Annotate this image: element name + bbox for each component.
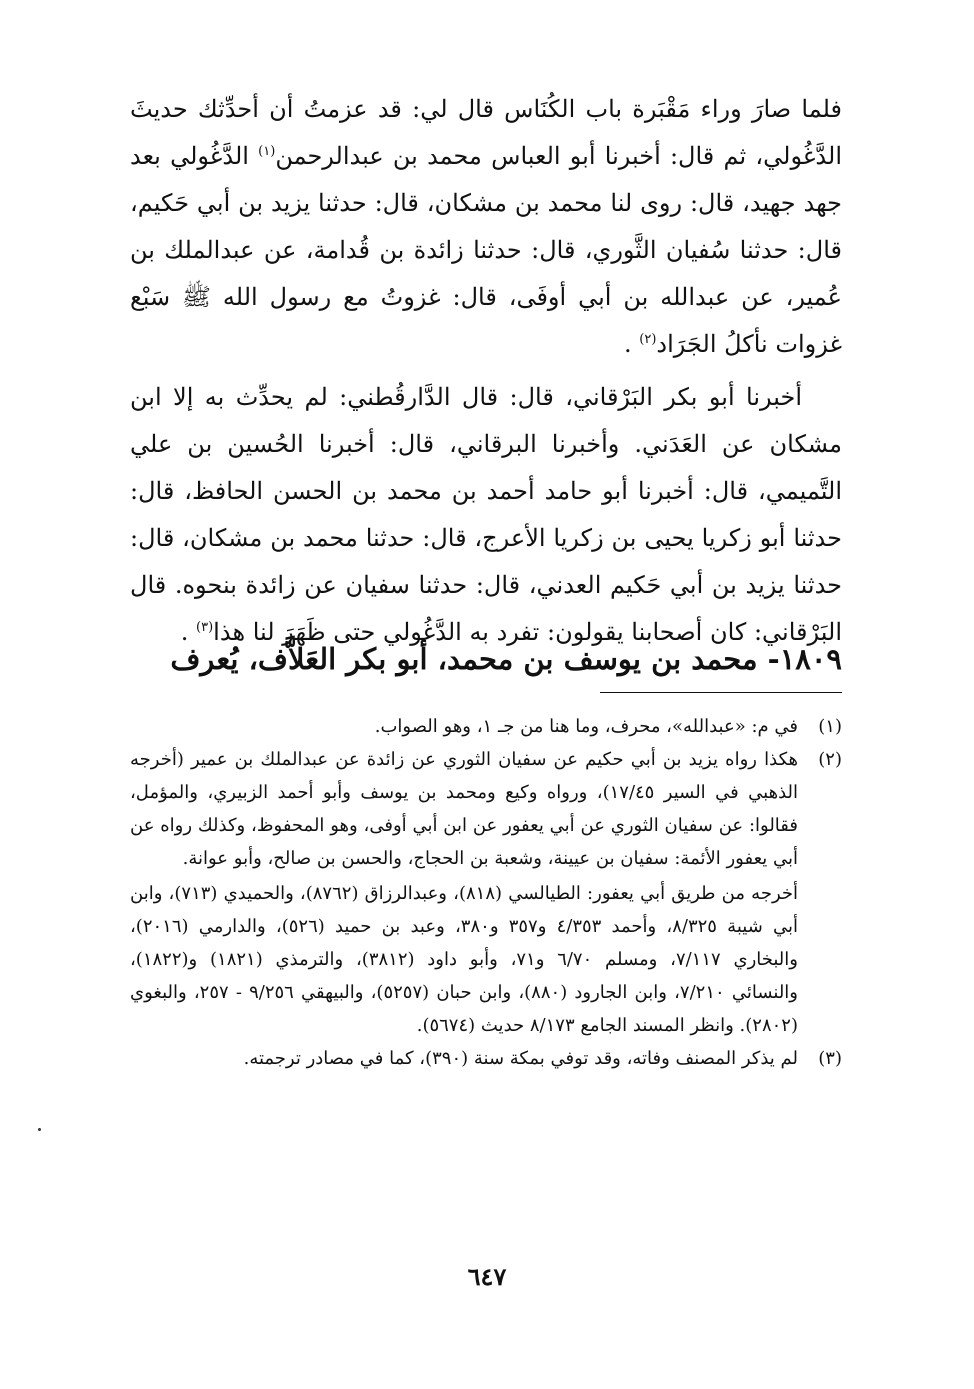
- footnote-text: أخرجه من طريق أبي يعفور: الطيالسي (٨١٨)، وعبدالرزاق (٨٧٦٢)، والحميدي (٧١٣)، وابن أبي شيبة ٨/٣٢٥، وأحمد ٤/٣٥٣ و٣٥٧ و٣٨٠، وعبد بن حميد (٥٢٦)، والدارمي (٢٠١٦)، والبخاري ٧/١١٧، ومسلم ٦/٧٠ و٧١، وأبو داود (٣٨١٢)، والترمذي (١٨٢١) و(١٨٢٢)، والنسائي ٧/٢١٠، وابن الجارود (٨٨٠)، وابن حبان (٥٢٥٧)، والبيهقي ٩/٢٥٦ - ٢٥٧، والبغوي (٢٨٠٢). وانظر المسند الجامع ٨/١٧٣ حديث (٥٦٧٤).: [130, 883, 799, 1036]
- footnote-body: [130, 1042, 798, 1075]
- footnote-marker: (١): [258, 144, 276, 159]
- footnote-text: في م: «عبدالله»، محرف، وما هنا من جـ ١، وهو الصواب.: [374, 716, 798, 737]
- footnote-marker: (٢): [639, 332, 657, 347]
- footnote-body: [130, 743, 798, 1042]
- body-paragraph: [130, 86, 842, 368]
- footnote: [130, 1042, 842, 1075]
- paragraph-text: الدَّغُولي بعد جهد جهيد، قال: روى لنا محمد بن مشكان، قال: حدثنا يزيد بن أبي حَكيم، قال: حدثنا سُفيان الثَّوري، قال: حدثنا زائدة بن قُدامة، عن عبدالملك بن عُمير، عن عبدالله بن أبي أوفَى، قال: غزوتُ مع رسول الله ﷺ سَبْع غزوات نأكلُ الجَرَاد: [130, 142, 843, 358]
- paragraph-text: .: [180, 618, 197, 646]
- footnote: [130, 710, 842, 743]
- paragraph-text: .: [624, 330, 640, 358]
- body-paragraph: [130, 374, 842, 656]
- footnote-number: (٢): [818, 749, 842, 770]
- footnote-text: هكذا رواه يزيد بن أبي حكيم عن سفيان الثوري عن زائدة عن عبدالملك بن عمير (أخرجه الذهبي في السير ١٧/٤٥)، ورواه وكيع ومحمد بن يوسف وأبو أحمد الزبيري، والمؤمل، فقالوا: عن سفيان الثوري عن أبي يعفور عن ابن أبي أوفى، وهو المحفوظ، وكذلك رواه عن أبي يعفور الأئمة: سفيان بن عيينة، وشعبة بن الحجاج، والحسن بن صالح، وأبو عوانة.: [130, 749, 798, 869]
- main-text: [130, 86, 842, 656]
- footnote-marker: (٣): [196, 620, 214, 635]
- footnote-body: [130, 710, 798, 743]
- footnote-number: (١): [818, 716, 842, 737]
- page-number: ٦٤٧: [467, 1262, 507, 1291]
- entry-heading: ١٨٠٩- محمد بن يوسف بن محمد، أبو بكر العَلاَّف، يُعرف: [170, 642, 842, 676]
- footnote: [130, 743, 842, 1042]
- paragraph-text: أخبرنا أبو بكر البَرْقاني، قال: قال الدَّارقُطني: لم يحدِّث به إلا ابن مشكان عن العَدَني. وأخبرنا البرقاني، قال: أخبرنا الحُسين بن علي التَّميمي، قال: أخبرنا أبو حامد أحمد بن محمد بن الحسن الحافظ، قال: حدثنا أبو زكريا يحيى بن زكريا الأعرج، قال: حدثنا محمد بن مشكان، قال: حدثنا يزيد بن أبي حَكيم العدني، قال: حدثنا سفيان عن زائدة بنحوه. قال البَرْقاني: كان أصحابنا يقولون: تفرد به الدَّغُولي حتى ظَهَرَ لنا هذا: [130, 383, 842, 646]
- paragraph-text: فلما صارَ وراء مَقْبَرة باب الكُنَاس قال لي: قد عزمتُ أن أحدِّثك حديثَ الدَّغُولي، ثم قال: أخبرنا أبو العباس محمد بن عبدالرحمن: [130, 95, 842, 170]
- scan-speck: [38, 1128, 41, 1131]
- footnote-number: (٣): [818, 1048, 842, 1069]
- footnote-text: لم يذكر المصنف وفاته، وقد توفي بمكة سنة (٣٩٠)، كما في مصادر ترجمته.: [243, 1048, 798, 1069]
- footnotes: [130, 710, 842, 1075]
- footnote-separator: [600, 692, 842, 693]
